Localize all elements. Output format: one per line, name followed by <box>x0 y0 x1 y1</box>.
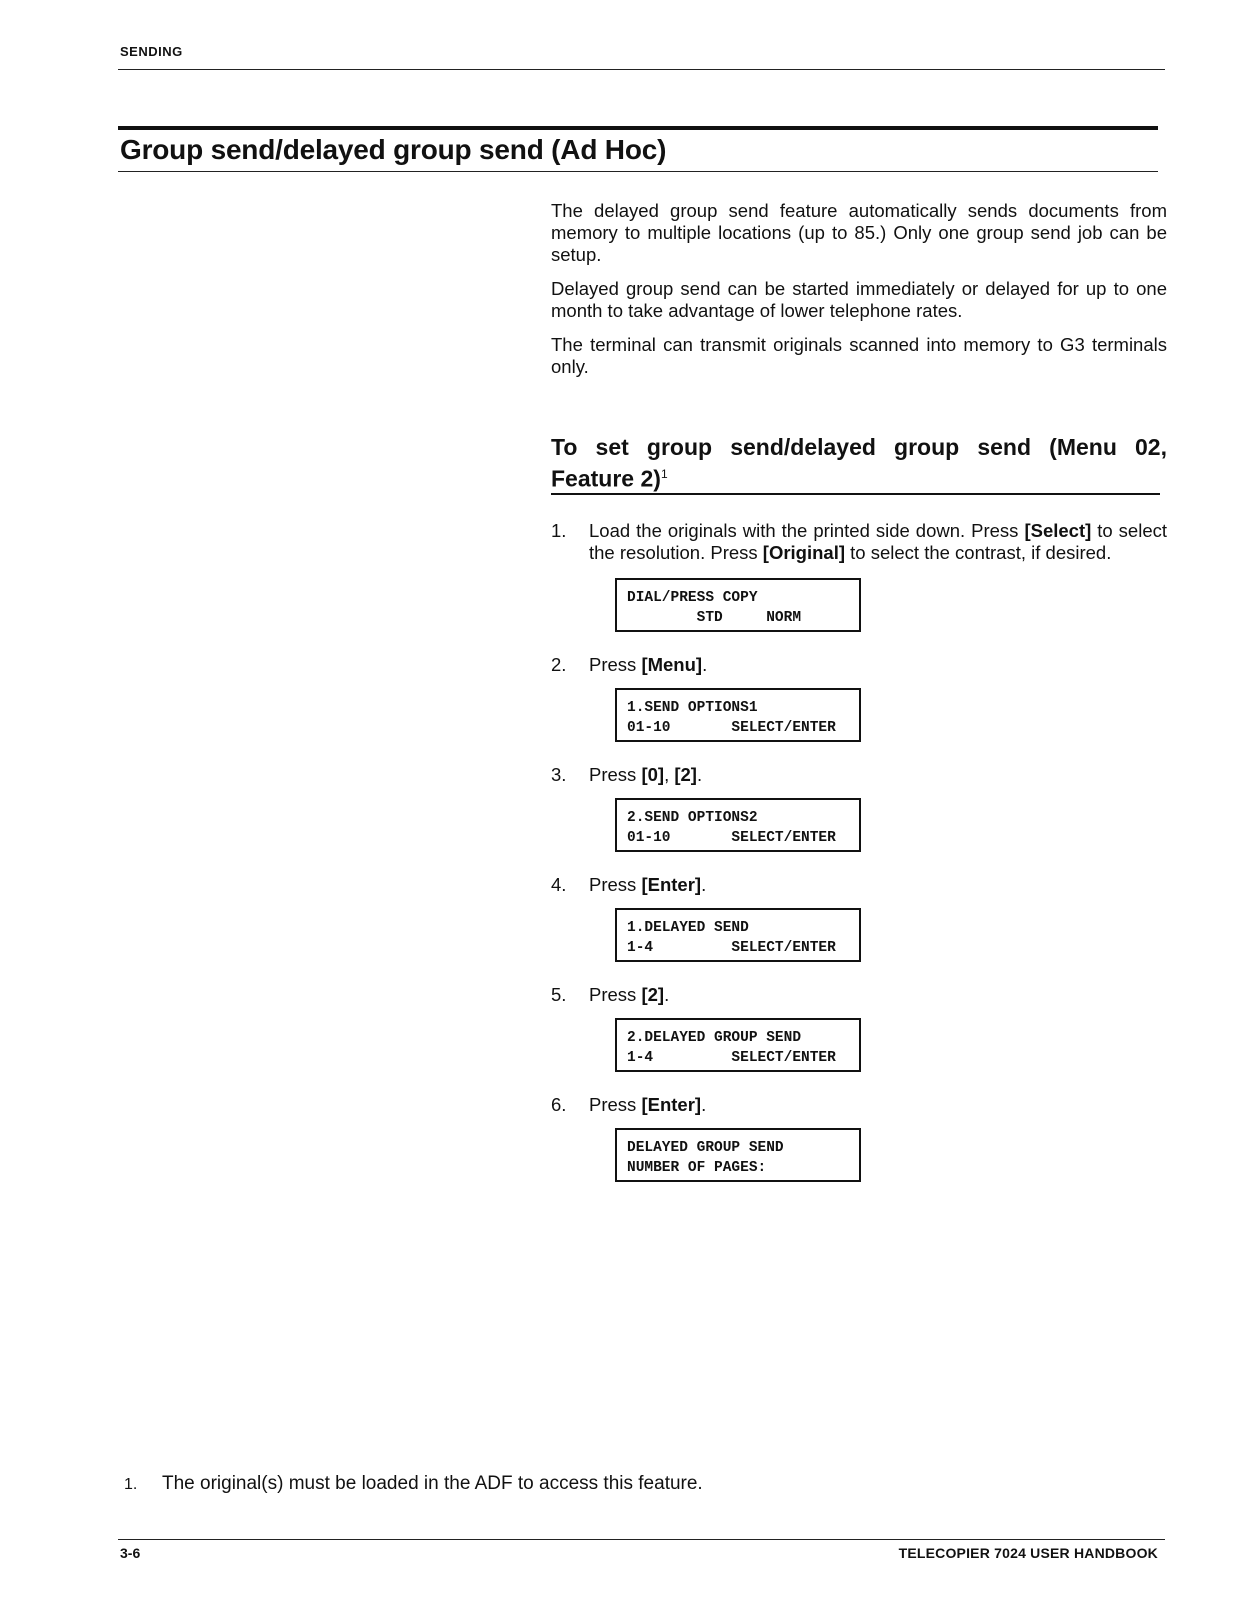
instruction-text: . <box>701 1094 707 1115</box>
section-rule-bottom <box>118 171 1158 172</box>
step-number: 1. <box>551 520 567 541</box>
lcd-line-1: 2.DELAYED GROUP SEND <box>627 1030 802 1046</box>
lcd-line-2: 01-10 SELECT/ENTER <box>627 720 836 736</box>
lcd-display <box>615 908 861 962</box>
lcd-display <box>615 798 861 852</box>
lcd-line-1: DIAL/PRESS COPY <box>627 590 758 606</box>
instruction-text: Press <box>589 984 642 1005</box>
key-name: [Select] <box>1024 520 1092 541</box>
key-name: [2] <box>674 764 697 785</box>
lcd-line-1: 1.DELAYED SEND <box>627 920 749 936</box>
running-head: SENDING <box>120 44 183 59</box>
step-instruction <box>589 764 1167 786</box>
footnote-number: 1. <box>124 1476 138 1493</box>
instruction-text: Press <box>589 654 642 675</box>
step-1 <box>551 520 1167 632</box>
lcd-line-2: 1-4 SELECT/ENTER <box>627 1050 836 1066</box>
header-rule <box>118 69 1165 70</box>
lcd-display <box>615 578 861 632</box>
instruction-text: . <box>696 764 703 785</box>
intro-paragraph-1: The delayed group send feature automatically sends documents from memory to multiple locations (up to 85.) Only one group send job can be setup. <box>551 200 1167 265</box>
lcd-line-1: DELAYED GROUP SEND <box>627 1140 784 1156</box>
step-number: 3. <box>551 764 567 785</box>
step-number: 6. <box>551 1094 567 1115</box>
lcd-display <box>615 1128 861 1182</box>
intro-text <box>551 200 1167 390</box>
step-number: 2. <box>551 654 567 675</box>
instruction-text: . <box>702 654 708 675</box>
instruction-text: Press <box>589 1094 642 1115</box>
lcd-line-2: NUMBER OF PAGES: <box>627 1160 767 1176</box>
intro-paragraph-2: Delayed group send can be started immediately or delayed for up to one month to take advantage of lower telephone rates. <box>551 278 1167 321</box>
step-instruction <box>589 984 1167 1006</box>
step-instruction <box>589 520 1167 564</box>
step-number: 5. <box>551 984 567 1005</box>
key-name: [Enter] <box>641 1094 702 1115</box>
step-2 <box>551 654 1167 742</box>
instruction-text: Press <box>589 764 642 785</box>
page-number: 3-6 <box>120 1545 141 1561</box>
lcd-line-2: 01-10 SELECT/ENTER <box>627 830 836 846</box>
lcd-line-1: 1.SEND OPTIONS1 <box>627 700 758 716</box>
key-name: [Menu] <box>641 654 703 675</box>
instruction-text: Load the originals with the printed side down. Press <box>589 520 1025 541</box>
key-name: [Enter] <box>641 874 702 895</box>
footnote-ref: 1 <box>660 467 668 481</box>
instruction-text: . <box>664 984 670 1005</box>
step-5 <box>551 984 1167 1072</box>
key-name: [2] <box>641 984 665 1005</box>
instruction-text: Press <box>589 874 642 895</box>
book-title: TELECOPIER 7024 USER HANDBOOK <box>898 1545 1158 1561</box>
step-6 <box>551 1094 1167 1182</box>
lcd-line-2: 1-4 SELECT/ENTER <box>627 940 836 956</box>
step-3 <box>551 764 1167 852</box>
procedure-rule <box>551 493 1160 495</box>
section-rule-top <box>118 126 1158 130</box>
lcd-display <box>615 1018 861 1072</box>
procedure-steps <box>551 520 1167 1182</box>
instruction-text: to select the contrast, if desired. <box>845 542 1112 563</box>
lcd-display <box>615 688 861 742</box>
key-name: [Original] <box>762 542 846 563</box>
step-4 <box>551 874 1167 962</box>
procedure-title-text: To set group send/delayed group send (Menu 02, Feature 2) <box>551 434 1167 492</box>
section-title: Group send/delayed group send (Ad Hoc) <box>120 134 667 165</box>
intro-paragraph-3: The terminal can transmit originals scanned into memory to G3 terminals only. <box>551 334 1167 377</box>
footnote <box>124 1473 703 1496</box>
footer-rule <box>118 1539 1165 1540</box>
step-instruction <box>589 1094 1167 1116</box>
step-number: 4. <box>551 874 567 895</box>
instruction-text: to select the resolution. Press <box>589 520 1167 563</box>
footnote-text: The original(s) must be loaded in the ADF to access this feature. <box>162 1473 703 1494</box>
key-name: [0] <box>641 764 665 785</box>
instruction-text: . <box>701 874 707 895</box>
step-instruction <box>589 654 1167 676</box>
step-instruction <box>589 874 1167 896</box>
instruction-text: , <box>664 764 675 785</box>
lcd-line-2: STD NORM <box>627 610 802 626</box>
procedure-title <box>551 434 1167 493</box>
lcd-line-1: 2.SEND OPTIONS2 <box>627 810 758 826</box>
